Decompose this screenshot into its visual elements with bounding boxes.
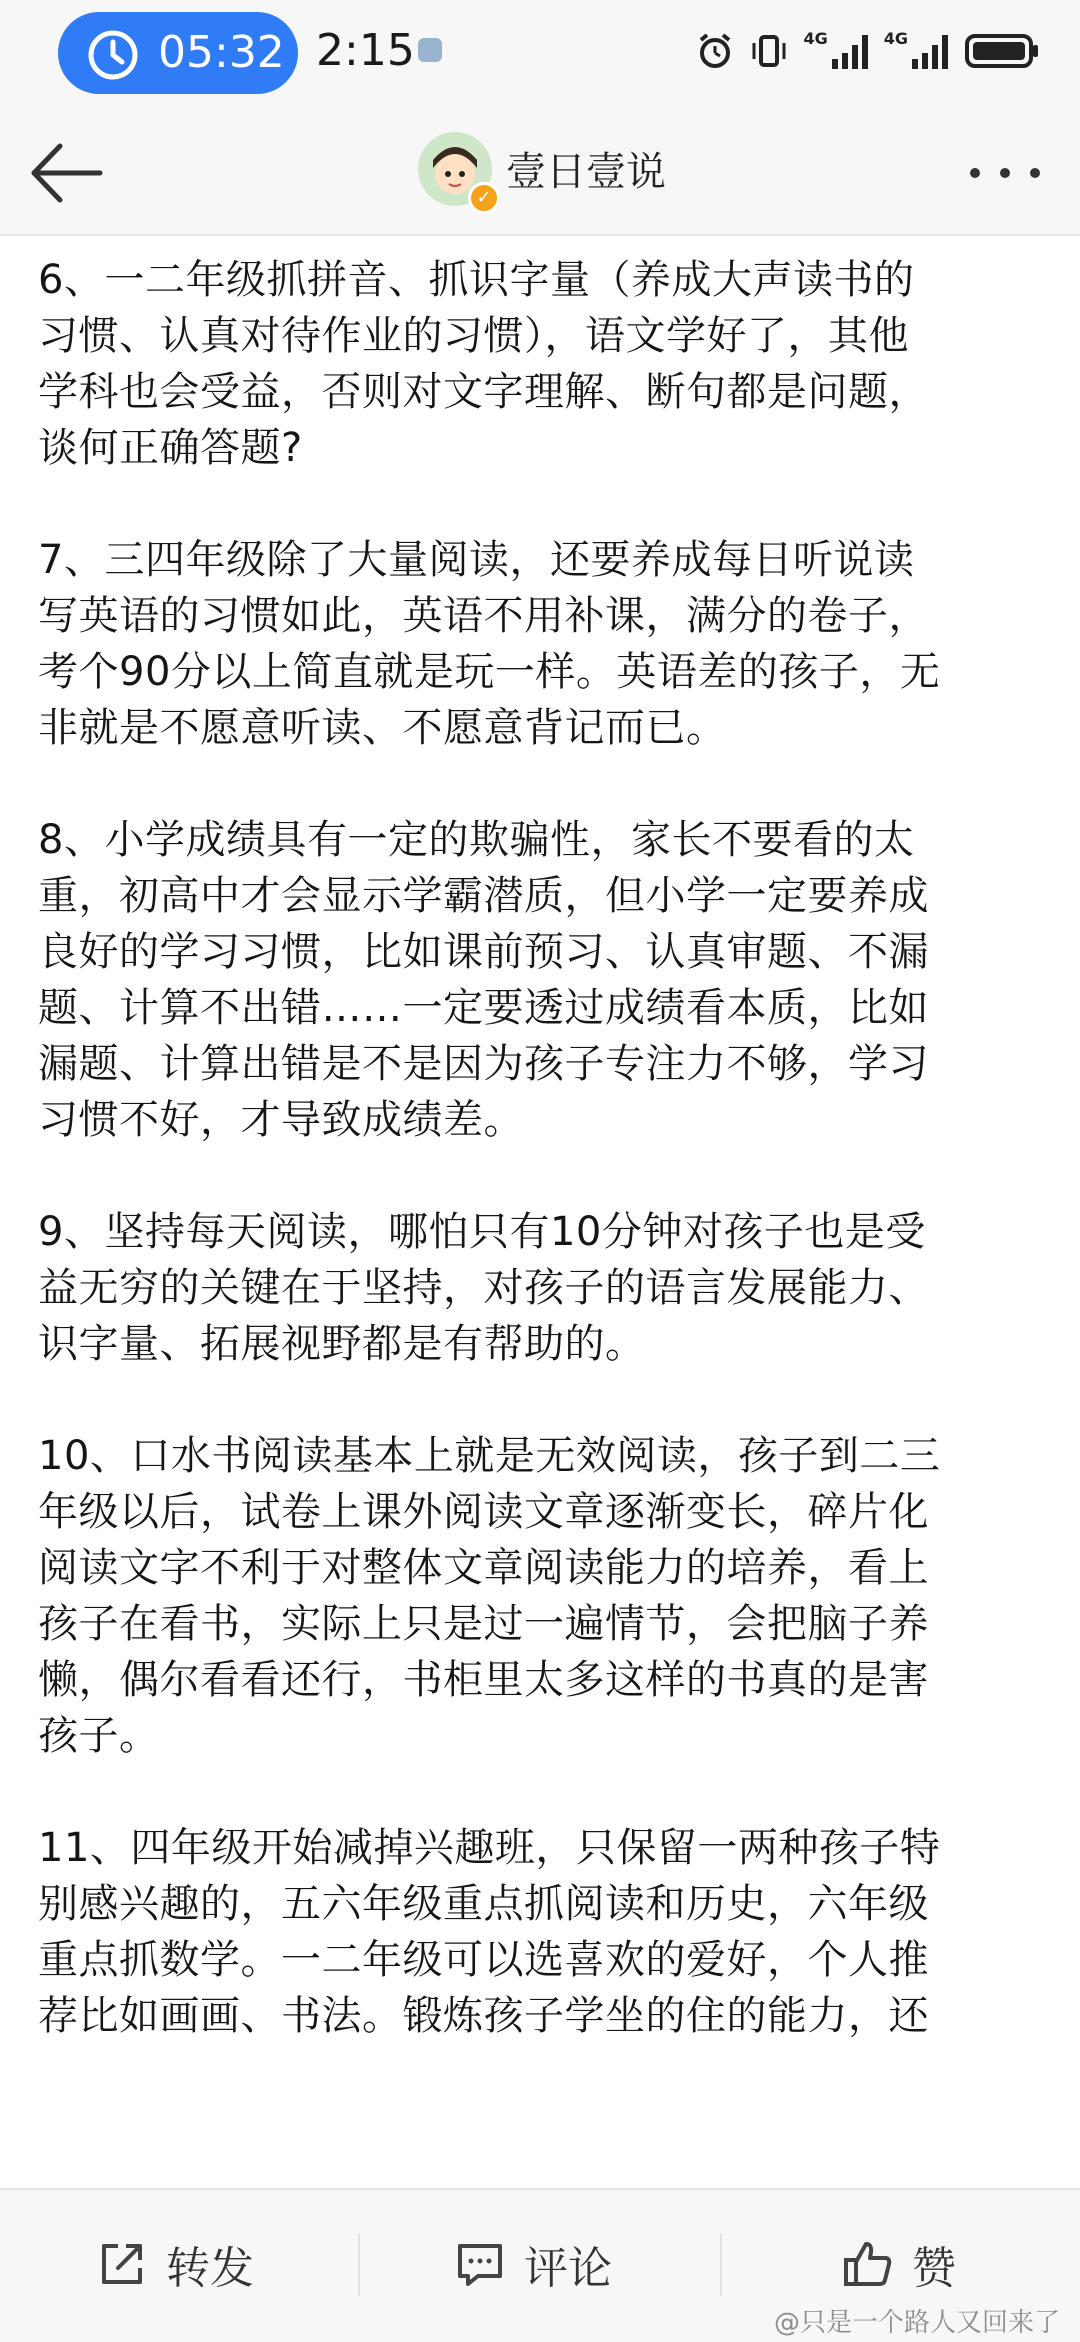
battery-icon — [964, 31, 1040, 71]
stopwatch-icon — [84, 24, 142, 82]
text-line: 9、坚持每天阅读，哪怕只有10分钟对孩子也是受 — [38, 1209, 926, 1255]
network-label-2: 4G — [883, 29, 908, 48]
text-line: 益无穷的关键在于坚持，对孩子的语言发展能力、 — [38, 1265, 929, 1311]
text-line: 8、小学成绩具有一定的欺骗性，家长不要看的太 — [38, 817, 915, 863]
paragraph-11 — [38, 1820, 1042, 2044]
status-icons — [695, 26, 1040, 76]
top-nav-bar — [0, 110, 1080, 236]
divider — [720, 2234, 722, 2296]
paragraph-10 — [38, 1428, 1042, 1764]
text-line: 漏题、计算出错是不是因为孩子专注力不够，学习 — [38, 1041, 929, 1087]
text-line: 荐比如画画、书法。锻炼孩子学坐的住的能力，还 — [38, 1993, 929, 2039]
paragraph-8 — [38, 812, 1042, 1148]
paragraph-9 — [38, 1204, 1042, 1372]
status-bar — [0, 0, 1080, 110]
text-line: 年级以后，试卷上课外阅读文章逐渐变长，碎片化 — [38, 1489, 929, 1535]
signal-2 — [884, 31, 950, 71]
divider — [358, 2234, 360, 2296]
signal-1 — [803, 31, 869, 71]
bottom-action-bar — [0, 2188, 1080, 2342]
text-line: 别感兴趣的，五六年级重点抓阅读和历史，六年级 — [38, 1881, 929, 1927]
signal-bars-icon — [830, 31, 870, 71]
article-content — [0, 236, 1080, 2190]
back-arrow-icon[interactable] — [26, 138, 106, 208]
text-line: 写英语的习惯如此，英语不用补课，满分的卷子， — [38, 593, 929, 639]
signal-bars-icon — [910, 31, 950, 71]
timer-text: 05:32 — [158, 27, 285, 78]
text-line: 重，初高中才会显示学霸潜质，但小学一定要养成 — [38, 873, 929, 919]
text-line: 孩子在看书，实际上只是过一遍情节，会把脑子养 — [38, 1601, 929, 1647]
alarm-icon — [695, 31, 735, 71]
more-icon[interactable] — [960, 146, 1050, 200]
watermark: @只是一个路人又回来了 — [773, 2308, 1060, 2338]
text-line: 识字量、拓展视野都是有帮助的。 — [38, 1321, 646, 1367]
paragraph-6 — [38, 252, 1042, 476]
comment-icon — [454, 2238, 506, 2290]
verified-badge-icon: ✓ — [468, 182, 500, 214]
share-icon — [96, 2238, 148, 2290]
comment-button[interactable] — [454, 2224, 612, 2304]
vibrate-icon — [749, 31, 789, 71]
text-line: 10、口水书阅读基本上就是无效阅读，孩子到二三 — [38, 1433, 941, 1479]
text-line: 非就是不愿意听读、不愿意背记而已。 — [38, 705, 727, 751]
call-timer-pill[interactable] — [58, 12, 298, 94]
text-line: 学科也会受益，否则对文字理解、断句都是问题， — [38, 369, 929, 415]
forward-label: 转发 — [166, 2243, 254, 2294]
text-line: 懒，偶尔看看还行，书柜里太多这样的书真的是害 — [38, 1657, 929, 1703]
comment-label: 评论 — [524, 2243, 612, 2294]
text-line: 良好的学习习惯，比如课前预习、认真审题、不漏 — [38, 929, 929, 975]
text-line: 重点抓数学。一二年级可以选喜欢的爱好，个人推 — [38, 1937, 929, 1983]
notification-icon — [418, 38, 442, 62]
text-line: 6、一二年级抓拼音、抓识字量（养成大声读书的 — [38, 257, 915, 303]
text-line: 7、三四年级除了大量阅读，还要养成每日听说读 — [38, 537, 915, 583]
clock: 2:15 — [316, 25, 415, 76]
text-line: 11、四年级开始减掉兴趣班，只保留一两种孩子特 — [38, 1825, 941, 1871]
like-label: 赞 — [912, 2243, 956, 2294]
text-line: 习惯、认真对待作业的习惯），语文学好了，其他 — [38, 313, 909, 359]
forward-button[interactable] — [96, 2224, 254, 2304]
text-line: 习惯不好，才导致成绩差。 — [38, 1097, 524, 1143]
thumbs-up-icon — [842, 2238, 894, 2290]
text-line: 谈何正确答题? — [38, 425, 303, 471]
text-line: 题、计算不出错……一定要透过成绩看本质，比如 — [38, 985, 929, 1031]
text-line: 孩子。 — [38, 1713, 160, 1759]
paragraph-7 — [38, 532, 1042, 756]
like-button[interactable] — [842, 2224, 956, 2304]
network-label-1: 4G — [803, 29, 828, 48]
text-line: 阅读文字不利于对整体文章阅读能力的培养，看上 — [38, 1545, 929, 1591]
page-title: 壹日壹说 — [506, 149, 666, 195]
text-line: 考个90分以上简直就是玩一样。英语差的孩子，无 — [38, 649, 941, 695]
